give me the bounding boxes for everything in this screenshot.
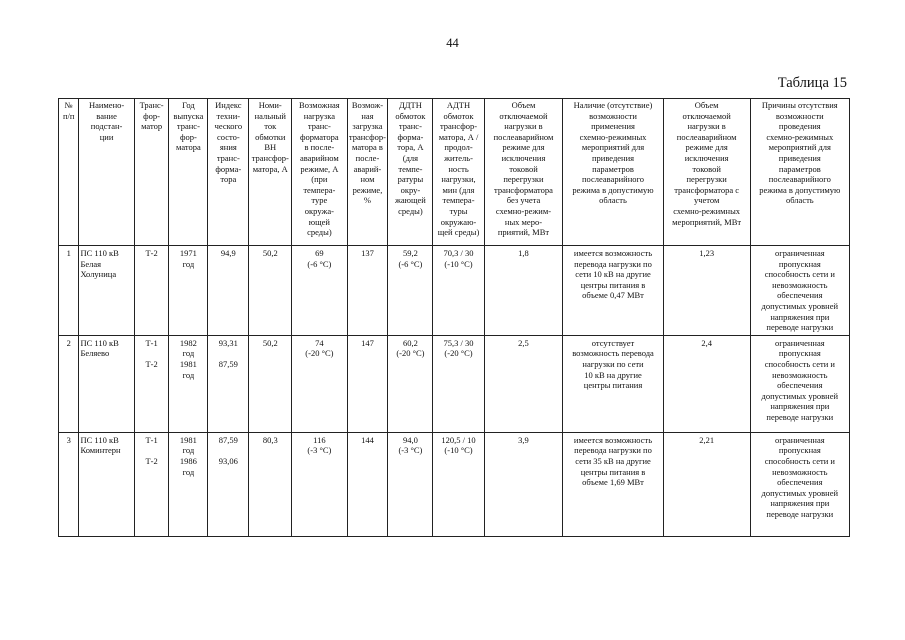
cell-text-line: № — [64, 100, 73, 110]
cell-text-line: (-6 °С) — [398, 258, 423, 269]
cell-text-line: год — [182, 369, 195, 380]
cell-text-line: ограниченная — [774, 248, 825, 258]
cell-text-line: режима в допустимую — [759, 184, 841, 195]
reasons-cell — [750, 335, 849, 432]
cell-text-line: матора — [176, 142, 201, 153]
cell-text-line: имеется возможность — [573, 248, 653, 258]
cell-text-line: матор — [141, 121, 163, 132]
cell-text-line: яния — [219, 142, 237, 153]
header-cell — [563, 99, 663, 246]
cell-text-line: (-10 °С) — [444, 445, 473, 456]
cell-text-line: послеаварийном — [676, 131, 737, 142]
table-row — [59, 246, 850, 336]
cell-text-line: послеаварийного — [582, 174, 645, 185]
condition-index-cell — [208, 246, 249, 336]
cell-text-line: отключаемой — [682, 110, 731, 121]
cell-text-line: режиме, А — [300, 163, 339, 174]
transformer-cell — [134, 246, 169, 336]
cell-text-line: матора, А — [252, 163, 288, 174]
year-cell — [169, 432, 208, 536]
cell-text-line: тора — [220, 174, 237, 185]
substation-cell — [79, 335, 134, 432]
cell-text-line: Наличие (отсутствие) — [573, 100, 653, 110]
cell-text-line: ПС 110 кВ — [80, 434, 119, 445]
cell-text-line: обеспечения — [777, 380, 823, 391]
volume-without-measures-cell — [484, 335, 563, 432]
cell-text-line: ции — [99, 131, 114, 142]
cell-text-line: ном — [360, 174, 375, 185]
condition-index-cell — [208, 335, 249, 432]
header-cell — [484, 99, 563, 246]
cell-text-line: приведения — [778, 152, 821, 163]
cell-text-line: схемно-режим- — [495, 205, 552, 216]
ddtn-cell — [388, 335, 433, 432]
cell-text-line: техни- — [216, 110, 241, 121]
cell-text-line: (-20 °С) — [444, 348, 473, 359]
adtn-cell — [433, 246, 484, 336]
transformer-cell — [134, 335, 169, 432]
year-cell — [169, 335, 208, 432]
transformer-overload-table — [58, 98, 850, 537]
header-cell — [59, 99, 79, 246]
table-row — [59, 432, 850, 536]
cell-text-line: перегрузки — [503, 174, 544, 185]
transformer-cell — [134, 432, 169, 536]
cell-text-line: 59,2 — [402, 248, 418, 258]
cell-text-line: возможность перевода — [572, 348, 654, 359]
cell-text-line: житель- — [444, 152, 473, 163]
volume-with-measures-cell — [663, 246, 750, 336]
cell-text-line: Объем — [511, 100, 536, 110]
cell-text-line: транс- — [216, 152, 240, 163]
row-number-cell: 3 — [59, 432, 79, 536]
cell-text-line — [136, 348, 168, 359]
cell-text-line: схемно-режимных — [766, 131, 834, 142]
cell-text-line: ВН — [264, 142, 277, 153]
cell-text-line: ограниченная — [774, 337, 825, 348]
cell-text-line: нагрузки, — [441, 174, 476, 185]
nominal-current-cell — [249, 432, 292, 536]
cell-text-line: транс- — [176, 121, 200, 132]
cell-text-line: 10 кВ на другие — [584, 369, 642, 380]
cell-text-line: аварий- — [353, 163, 382, 174]
cell-text-line: объеме 1,69 МВт — [582, 477, 644, 488]
cell-text-line: мин (для — [442, 184, 475, 195]
header-cell — [169, 99, 208, 246]
cell-text-line: ность — [448, 163, 469, 174]
cell-text-line: переводе нагрузки — [766, 322, 834, 333]
cell-text-line: область — [785, 195, 814, 206]
ddtn-cell — [388, 432, 433, 536]
cell-text-line: трансфор- — [251, 152, 289, 163]
cell-text-line: Т-1 — [145, 337, 158, 348]
cell-text-line: 70,3 / 30 — [443, 248, 474, 258]
cell-text-line: продол- — [444, 142, 473, 153]
cell-text-line: окружаю- — [440, 216, 477, 227]
cell-text-line: фор- — [180, 131, 197, 142]
cell-text-line: послеаварийном — [493, 131, 554, 142]
substation-cell — [79, 432, 134, 536]
cell-text-line: год — [182, 348, 195, 359]
cell-text-line: ных меро- — [504, 216, 543, 227]
cell-text-line: обмоток — [395, 110, 426, 121]
cell-text-line: (-20 °С) — [305, 348, 334, 359]
header-cell — [347, 99, 388, 246]
cell-text-line: 94,9 — [220, 248, 236, 258]
cell-text-line: нальный — [254, 110, 286, 121]
cell-text-line: 93,06 — [218, 455, 238, 466]
cell-text-line: выпуска — [173, 110, 204, 121]
cell-text-line: проведения — [778, 121, 821, 132]
cell-text-line: Т-1 — [145, 434, 158, 445]
cell-text-line: исключения — [684, 152, 729, 163]
header-cell — [134, 99, 169, 246]
cell-text-line: фор- — [143, 110, 161, 121]
reasons-cell — [750, 432, 849, 536]
cell-text-line: Индекс — [215, 100, 242, 110]
cell-text-line: Т-2 — [145, 358, 158, 369]
cell-text-line: ограниченная — [774, 434, 825, 445]
cell-text-line: матора, А / — [438, 131, 479, 142]
cell-text-line: окру- — [400, 184, 421, 195]
cell-text-line: 1971 — [179, 248, 197, 258]
cell-text-line: нагрузки в — [504, 121, 543, 132]
cell-text-line: объеме 0,47 МВт — [582, 290, 644, 301]
reasons-cell — [750, 246, 849, 336]
cell-text-line: 1,8 — [518, 248, 529, 258]
header-cell — [433, 99, 484, 246]
cell-text-line: без учета — [506, 195, 541, 206]
cell-text-line: допустимых уровней — [761, 390, 839, 401]
cell-text-line: способность сети и — [764, 455, 835, 466]
cell-text-line: область — [599, 195, 627, 206]
cell-text-line: транс- — [307, 121, 331, 132]
cell-text-line: 60,2 — [402, 337, 418, 348]
cell-text-line: мероприятий для — [768, 142, 831, 153]
cell-text-line: возможности — [775, 110, 824, 121]
cell-text-line: исключения — [501, 152, 546, 163]
cell-text-line: нагрузки по сети — [582, 358, 644, 369]
cell-text-line: нагрузки в — [687, 121, 726, 132]
cell-text-line: невозможность — [772, 279, 828, 290]
cell-text-line: (-3 °С) — [307, 445, 332, 456]
year-cell — [169, 246, 208, 336]
cell-text-line: имеется возможность — [573, 434, 653, 445]
cell-text-line — [209, 445, 247, 456]
cell-text-line: % — [363, 195, 371, 206]
cell-text-line: Год — [182, 100, 195, 110]
adtn-cell — [433, 432, 484, 536]
cell-text-line: перегрузки — [686, 174, 727, 185]
cell-text-line: ческого — [214, 121, 243, 132]
cell-text-line: после- — [355, 152, 380, 163]
cell-text-line: сети 10 кВ на другие — [575, 269, 651, 280]
table-caption: Таблица 15 — [777, 75, 847, 91]
cell-text-line: мероприятий для — [581, 142, 645, 153]
measures-availability-cell — [563, 246, 663, 336]
volume-without-measures-cell — [484, 246, 563, 336]
possible-load-cell — [292, 432, 347, 536]
cell-text-line: ющей — [308, 216, 330, 227]
table-header-row — [59, 99, 850, 246]
nominal-current-cell — [249, 246, 292, 336]
cell-text-line: обмотки — [255, 131, 286, 142]
cell-text-line: режиме для — [685, 142, 728, 153]
cell-text-line: Возможная — [299, 100, 340, 110]
cell-text-line: среды) — [398, 205, 423, 216]
row-number-cell: 2 — [59, 335, 79, 432]
cell-text-line: ДДТН — [398, 100, 422, 110]
cell-text-line: год — [182, 445, 195, 456]
cell-text-line: (-20 °С) — [396, 348, 425, 359]
cell-text-line: пропускная — [778, 348, 821, 359]
header-cell — [388, 99, 433, 246]
cell-text-line: центры питания в — [580, 279, 646, 290]
cell-text-line: мероприятий, МВт — [672, 216, 742, 227]
cell-text-line: 94,0 — [402, 434, 418, 445]
cell-text-line: допустимых уровней — [761, 300, 839, 311]
cell-text-line: Коминтерн — [80, 445, 121, 456]
cell-text-line: год — [182, 466, 195, 477]
cell-text-line: 1981 — [179, 358, 197, 369]
cell-text-line: Т-2 — [145, 248, 158, 258]
cell-text-line: учетом — [693, 195, 720, 206]
cell-text-line: 3,9 — [518, 434, 529, 445]
cell-text-line: 1982 — [179, 337, 197, 348]
cell-text-line: 1986 — [179, 455, 197, 466]
volume-without-measures-cell — [484, 432, 563, 536]
cell-text-line: 147 — [361, 337, 374, 348]
cell-text-line: 116 — [313, 434, 326, 445]
cell-text-line: (-10 °С) — [444, 258, 473, 269]
cell-text-line: режиме для — [502, 142, 545, 153]
cell-text-line: трансфор- — [439, 121, 478, 132]
header-cell — [249, 99, 292, 246]
cell-text-line: (-3 °С) — [398, 445, 423, 456]
cell-text-line: форма- — [215, 163, 242, 174]
cell-text-line: 144 — [361, 434, 374, 445]
cell-text-line: схемно-режимных — [673, 205, 741, 216]
cell-text-line: трансфор- — [348, 131, 387, 142]
cell-text-line: отсутствует — [591, 337, 635, 348]
cell-text-line: в после- — [304, 142, 335, 153]
header-cell — [663, 99, 750, 246]
cell-text-line: жающей — [394, 195, 426, 206]
cell-text-line: послеаварийного — [768, 174, 831, 185]
cell-text-line: перевода нагрузки по — [574, 445, 652, 456]
cell-text-line: темпера- — [442, 195, 475, 206]
cell-text-line: АДТН — [446, 100, 471, 110]
cell-text-line: (при — [311, 174, 328, 185]
cell-text-line: приятий, МВт — [497, 227, 550, 238]
cell-text-line: способность сети и — [764, 269, 835, 280]
measures-availability-cell — [563, 432, 663, 536]
cell-text-line: приведения — [591, 152, 635, 163]
cell-text-line: переводе нагрузки — [766, 411, 834, 422]
cell-text-line: форматора — [300, 131, 339, 142]
cell-text-line: центры питания в — [580, 466, 646, 477]
cell-text-line: переводе нагрузки — [766, 508, 834, 519]
cell-text-line: год — [182, 258, 195, 269]
cell-text-line: параметров — [778, 163, 821, 174]
cell-text-line: невозможность — [772, 466, 828, 477]
cell-text-line: 50,2 — [262, 337, 278, 348]
cell-text-line: обеспечения — [777, 290, 823, 301]
cell-text-line: ПС 110 кВ — [80, 337, 119, 348]
cell-text-line: 137 — [361, 248, 374, 258]
header-cell — [79, 99, 134, 246]
cell-text-line: возможности — [589, 110, 637, 121]
cell-text-line: трансформатора с — [674, 184, 740, 195]
cell-text-line: (для — [402, 152, 419, 163]
cell-text-line: токовой — [692, 163, 721, 174]
cell-text-line: 74 — [315, 337, 324, 348]
cell-text-line: подстан- — [90, 121, 123, 132]
cell-text-line: напряжения при — [770, 311, 830, 322]
cell-text-line: трансформатора — [494, 184, 553, 195]
cell-text-line: окружа- — [304, 205, 334, 216]
cell-text-line: обеспечения — [777, 477, 823, 488]
measures-availability-cell — [563, 335, 663, 432]
cell-text-line: вание — [96, 110, 117, 121]
cell-text-line: 1981 — [179, 434, 197, 445]
cell-text-line — [209, 348, 247, 359]
cell-text-line: Объем — [694, 100, 719, 110]
cell-text-line: 1,23 — [699, 248, 715, 258]
cell-text-line: 50,2 — [262, 248, 278, 258]
cell-text-line: туры — [449, 205, 468, 216]
cell-text-line: ПС 110 кВ — [80, 248, 119, 258]
cell-text-line: среды) — [307, 227, 332, 238]
cell-text-line: аварийном — [299, 152, 339, 163]
cell-text-line: Причины отсутствия — [761, 100, 838, 110]
cell-text-line: применения — [591, 121, 635, 132]
header-cell — [208, 99, 249, 246]
cell-text-line: ратуры — [397, 174, 424, 185]
cell-text-line: загрузка — [352, 121, 383, 132]
cell-text-line: режима в допустимую — [572, 184, 654, 195]
cell-text-line: Номи- — [258, 100, 282, 110]
cell-text-line: отключаемой — [499, 110, 548, 121]
load-percent-cell — [347, 246, 388, 336]
cell-text-line: 93,31 — [218, 337, 238, 348]
cell-text-line: режиме, — [352, 184, 383, 195]
cell-text-line: ток — [264, 121, 277, 132]
header-cell — [292, 99, 347, 246]
cell-text-line: 2,4 — [701, 337, 712, 348]
possible-load-cell — [292, 335, 347, 432]
cell-text-line: центры питания — [583, 380, 643, 391]
cell-text-line: перевода нагрузки по — [574, 258, 652, 269]
cell-text-line: щей среды) — [437, 227, 480, 238]
cell-text-line: сети 35 кВ на другие — [575, 455, 651, 466]
cell-text-line: туре — [311, 195, 328, 206]
row-number-cell: 1 — [59, 246, 79, 336]
cell-text-line: невозможность — [772, 369, 828, 380]
load-percent-cell — [347, 335, 388, 432]
ddtn-cell — [388, 246, 433, 336]
cell-text-line: темпе- — [398, 163, 423, 174]
cell-text-line: токовой — [509, 163, 538, 174]
cell-text-line: допустимых уровней — [761, 487, 839, 498]
cell-text-line: способность сети и — [764, 358, 835, 369]
cell-text-line: Возмож- — [351, 100, 384, 110]
table-row — [59, 335, 850, 432]
cell-text-line: 120,5 / 10 — [441, 434, 476, 445]
cell-text-line: пропускная — [778, 445, 821, 456]
cell-text-line: Беляево — [80, 348, 110, 359]
volume-with-measures-cell — [663, 432, 750, 536]
cell-text-line — [136, 445, 168, 456]
possible-load-cell — [292, 246, 347, 336]
cell-text-line: параметров — [592, 163, 634, 174]
cell-text-line: Белая — [80, 258, 102, 269]
cell-text-line: тора, А — [397, 142, 424, 153]
adtn-cell — [433, 335, 484, 432]
cell-text-line: 2,5 — [518, 337, 529, 348]
volume-with-measures-cell — [663, 335, 750, 432]
cell-text-line: транс- — [398, 121, 422, 132]
load-percent-cell — [347, 432, 388, 536]
cell-text-line: 80,3 — [262, 434, 278, 445]
substation-cell — [79, 246, 134, 336]
cell-text-line: Т-2 — [145, 455, 158, 466]
condition-index-cell — [208, 432, 249, 536]
cell-text-line: форма- — [397, 131, 424, 142]
cell-text-line: (-6 °С) — [307, 258, 332, 269]
header-cell — [750, 99, 849, 246]
cell-text-line: 69 — [315, 248, 324, 258]
nominal-current-cell — [249, 335, 292, 432]
cell-text-line: состо- — [216, 131, 240, 142]
cell-text-line: 75,3 / 30 — [443, 337, 474, 348]
cell-text-line: 87,59 — [218, 358, 238, 369]
cell-text-line: обмоток — [443, 110, 474, 121]
cell-text-line: Холуница — [80, 269, 117, 280]
cell-text-line: схемно-режимных — [579, 131, 647, 142]
page-number: 44 — [446, 36, 459, 50]
cell-text-line: ная — [361, 110, 374, 121]
cell-text-line: Наимено- — [88, 100, 125, 110]
cell-text-line: пропускная — [778, 258, 821, 269]
cell-text-line: нагрузка — [303, 110, 336, 121]
cell-text-line: напряжения при — [770, 498, 830, 509]
cell-text-line: темпера- — [303, 184, 336, 195]
cell-text-line: 87,59 — [218, 434, 238, 445]
cell-text-line: п/п — [62, 110, 75, 121]
cell-text-line: напряжения при — [770, 401, 830, 412]
cell-text-line: матора в — [352, 142, 383, 153]
cell-text-line: 2,21 — [699, 434, 715, 445]
cell-text-line: Транс- — [139, 100, 164, 110]
